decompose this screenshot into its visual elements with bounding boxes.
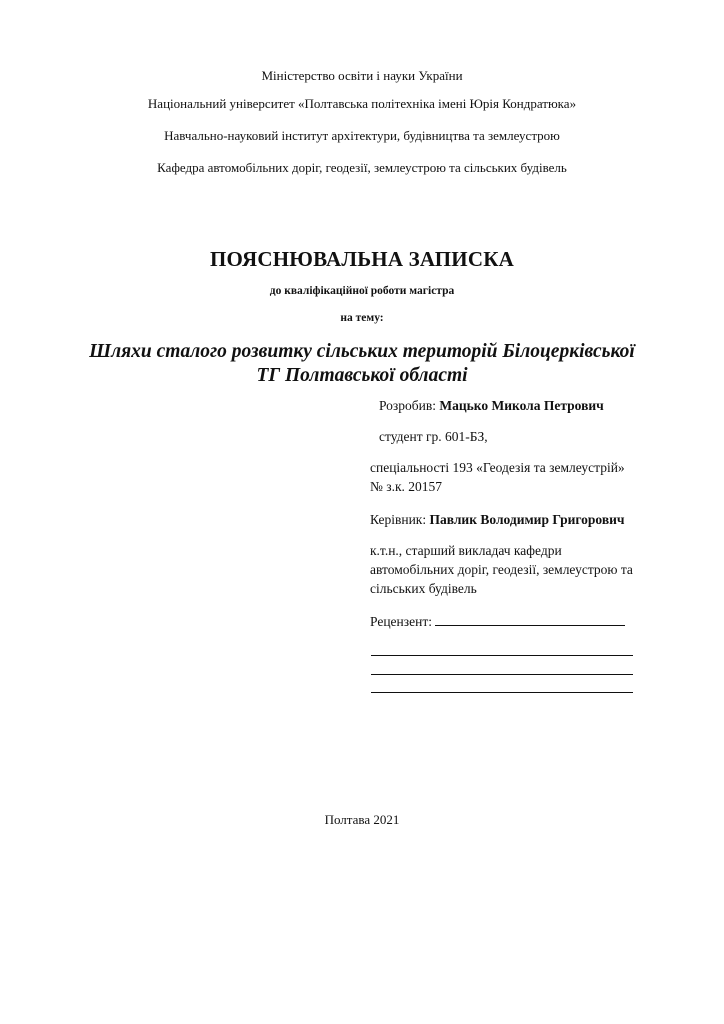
- supervisor-position-2: автомобільних доріг, геодезії, землеустрою та: [370, 562, 633, 577]
- reviewer-blank-line-3: [371, 692, 633, 693]
- ministry-line: Міністерство освіти і науки України: [261, 68, 463, 83]
- supervisor-position-1: к.т.н., старший викладач кафедри: [370, 543, 562, 558]
- reviewer-blank-line-2: [371, 674, 633, 675]
- author-group: студент гр. 601-БЗ,: [379, 429, 488, 444]
- author-record: № з.к. 20157: [370, 479, 443, 494]
- topic-line-1: Шляхи сталого розвитку сільських територій Білоцерківської: [89, 341, 635, 362]
- topic-label: на тему:: [340, 312, 384, 324]
- supervisor-position-3: сільських будівель: [370, 581, 477, 596]
- reviewer-signature-line: [435, 612, 625, 626]
- institute-line: Навчально-науковий інститут архітектури, будівництва та землеустрою: [164, 128, 560, 143]
- supervisor-label: Керівник:: [370, 512, 427, 527]
- topic-line-2: ТГ Полтавської області: [256, 365, 468, 386]
- author-specialty: спеціальності 193 «Геодезія та землеустрій»: [370, 460, 625, 475]
- reviewer-blank-line-1: [371, 655, 633, 656]
- supervisor-line: [370, 510, 625, 529]
- department-line: Кафедра автомобільних доріг, геодезії, землеустрою та сільських будівель: [157, 160, 567, 175]
- author-name: Мацько Микола Петрович: [439, 398, 604, 413]
- document-title: ПОЯСНЮВАЛЬНА ЗАПИСКА: [209, 247, 515, 271]
- author-label: Розробив:: [379, 398, 436, 413]
- university-line: Національний університет «Полтавська політехніка імені Юрія Кондратюка»: [147, 96, 577, 111]
- reviewer-label: Рецензент:: [370, 614, 432, 629]
- supervisor-name: Павлик Володимир Григорович: [429, 512, 625, 527]
- reviewer-line: [370, 612, 625, 631]
- author-line: [379, 396, 604, 415]
- city-year: Полтава 2021: [324, 812, 400, 827]
- document-subtitle: до кваліфікаційної роботи магістра: [269, 285, 455, 297]
